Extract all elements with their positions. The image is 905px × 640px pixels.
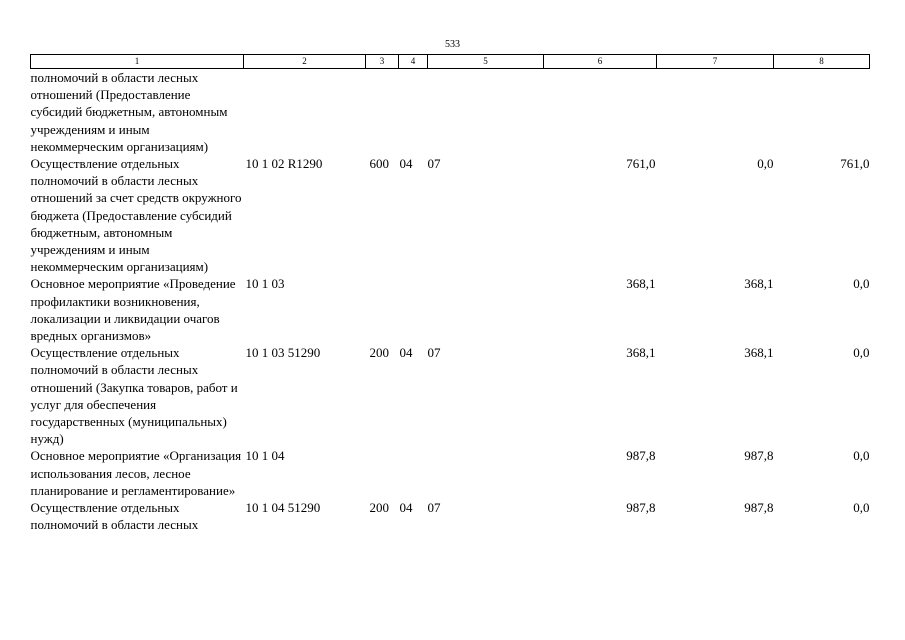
table-row [31,344,870,447]
row-rz [399,447,428,499]
row-pr: 07 [427,500,441,516]
row-name: полномочий в области лесных отношений (Предоставление субсидий бюджетным, автономным учреждениям и иным некоммерческим организациям) [30,70,228,154]
row-value-8: 0,0 [853,276,870,292]
column-header-1: 1 [31,55,244,69]
row-value-7 [657,69,774,156]
row-rz: 04 [399,345,413,361]
row-code: 10 1 02 R1290 [245,156,323,172]
table-row [31,447,870,499]
row-value-6: 368,1 [626,276,656,292]
row-value-8: 0,0 [853,448,870,464]
table-header [31,55,870,69]
page-number: 533 [445,39,460,50]
row-rz: 04 [399,156,413,172]
table-row [31,69,870,156]
row-value-7: 987,8 [744,448,774,464]
row-name: Осуществление отдельных полномочий в области лесных отношений (Закупка товаров, работ и услуг для обеспечения государственных (муниципальных) нужд) [30,345,238,447]
row-value-8: 0,0 [853,345,870,361]
row-name: Осуществление отдельных полномочий в области лесных [30,500,199,533]
row-name: Осуществление отдельных полномочий в области лесных отношений за счет средств окружного бюджета (Предоставление субсидий бюджетным, автономным учреждениям и иным некоммерческим организациям) [30,156,242,275]
column-header-4: 4 [399,55,428,69]
header-row [31,55,870,69]
column-header-6: 6 [544,55,657,69]
row-vr [366,69,399,156]
row-rz: 04 [399,500,413,516]
row-code: 10 1 04 [245,448,285,464]
row-value-6: 987,8 [626,500,656,516]
row-value-6: 761,0 [626,156,656,172]
table-row [31,155,870,275]
budget-table [30,54,870,533]
row-pr: 07 [427,156,441,172]
row-vr [366,447,399,499]
row-value-6: 987,8 [626,448,656,464]
table-row [31,275,870,344]
row-rz [399,275,428,344]
row-vr: 200 [369,345,389,361]
table-row [31,499,870,533]
row-vr: 200 [369,500,389,516]
row-pr [428,69,544,156]
row-value-7: 368,1 [744,345,774,361]
row-value-8: 761,0 [840,156,870,172]
row-code [244,69,366,156]
row-vr: 600 [369,156,389,172]
row-code: 10 1 03 [245,276,285,292]
column-header-2: 2 [244,55,366,69]
row-value-8 [774,69,870,156]
row-value-6 [544,69,657,156]
row-value-7: 987,8 [744,500,774,516]
table-body [31,69,870,534]
row-pr: 07 [427,345,441,361]
row-value-7: 0,0 [757,156,774,172]
row-rz [399,69,428,156]
row-pr [428,275,544,344]
column-header-3: 3 [366,55,399,69]
row-code: 10 1 03 51290 [245,345,321,361]
row-name: Основное мероприятие «Проведение профилактики возникновения, локализации и ликвидации очагов вредных организмов» [30,276,236,344]
row-value-6: 368,1 [626,345,656,361]
row-pr [428,447,544,499]
row-vr [366,275,399,344]
row-value-7: 368,1 [744,276,774,292]
row-name: Основное мероприятие «Организация использования лесов, лесное планирование и регламентирование» [30,448,242,498]
column-header-5: 5 [428,55,544,69]
column-header-8: 8 [774,55,870,69]
row-value-8: 0,0 [853,500,870,516]
row-code: 10 1 04 51290 [245,500,321,516]
column-header-7: 7 [657,55,774,69]
